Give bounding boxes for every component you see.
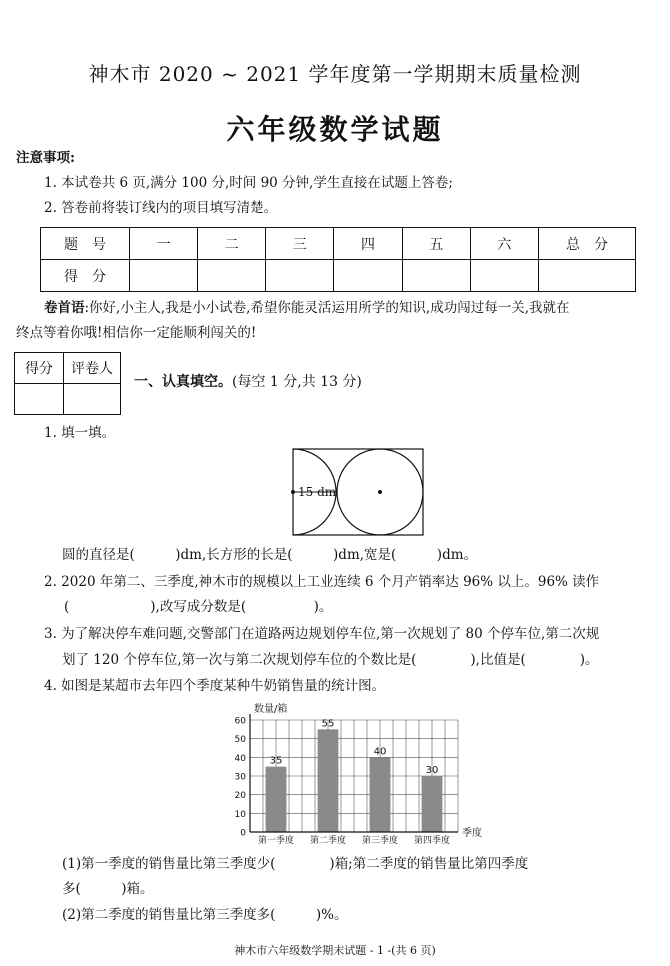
chart-data-label: 40	[373, 746, 387, 758]
score-table-header-cell: 三	[266, 228, 334, 260]
chart-bar-1	[266, 767, 287, 832]
q2-line-1: 2. 2020 年第二、三季度,神木市的规模以上工业连续 6 个月产销率达 96% 以上。96% 读作	[44, 574, 600, 590]
score-input-cell[interactable]	[539, 260, 636, 292]
score-table-header-row	[41, 228, 636, 260]
page-footer: 神木市六年级数学期末试题 - 1 -(共 6 页)	[234, 944, 436, 957]
q4-sub1-line-2: 多( )箱。	[62, 881, 154, 897]
q1-answer-line: 圆的直径是( )dm,长方形的长是( )dm,宽是( )dm。	[62, 547, 478, 563]
score-table	[40, 227, 636, 292]
chart-bar-2	[318, 729, 339, 832]
score-table-header-cell: 题 号	[41, 228, 130, 260]
score-table-header-cell: 四	[334, 228, 402, 260]
grader-score-cell[interactable]	[15, 384, 64, 415]
chart-y-tick-label: 50	[234, 735, 246, 746]
score-input-cell[interactable]	[470, 260, 538, 292]
score-input-cell[interactable]	[266, 260, 334, 292]
chart-bar-3	[370, 757, 391, 832]
score-input-cell[interactable]	[402, 260, 470, 292]
chart-y-tick-label: 30	[234, 772, 246, 783]
q4-sub2: (2)第二季度的销售量比第三季度多( )%。	[62, 907, 348, 923]
q3-line-2: 划了 120 个停车位,第一次与第二次规划停车位的个数比是( ),比值是( )。	[62, 652, 599, 668]
q1-prompt: 1. 填一填。	[44, 425, 116, 441]
score-table-header-cell: 总 分	[539, 228, 636, 260]
preface-line-2: 终点等着你哦!相信你一定能顺利闯关的!	[16, 325, 257, 341]
notes-heading: 注意事项:	[16, 150, 75, 166]
chart-y-tick-label: 0	[240, 828, 246, 839]
preface-text-1: :你好,小主人,我是小小试卷,希望你能灵活运用所学的知识,成功闯过每一关,我就在	[84, 300, 570, 316]
score-table-header-cell: 六	[470, 228, 538, 260]
note-item-2: 2. 答卷前将装订线内的项目填写清楚。	[44, 200, 278, 216]
score-table-header-cell: 五	[402, 228, 470, 260]
preface-line-1	[44, 298, 570, 318]
chart-y-label: 数量/箱	[254, 704, 288, 715]
chart-data-label: 35	[269, 755, 283, 767]
chart-data-label: 55	[321, 718, 335, 730]
section-1-note: (每空 1 分,共 13 分)	[232, 374, 362, 390]
score-table-header-cell: 二	[198, 228, 266, 260]
chart-data-label: 30	[425, 765, 439, 776]
note-item-1: 1. 本试卷共 6 页,满分 100 分,时间 90 分钟,学生直接在试题上答卷;	[44, 175, 453, 191]
radius-label: 15 dm	[298, 485, 337, 499]
chart-y-tick-label: 10	[234, 809, 246, 820]
q4-prompt: 4. 如图是某超市去年四个季度某种牛奶销售量的统计图。	[44, 678, 386, 694]
score-table-score-row	[41, 260, 636, 292]
score-input-cell[interactable]	[334, 260, 402, 292]
score-input-cell[interactable]	[130, 260, 198, 292]
exam-title: 神木市 2020 ~ 2021 学年度第一学期期末质量检测	[88, 62, 582, 86]
chart-category-label: 第三季度	[361, 836, 399, 846]
exam-subtitle: 六年级数学试题	[226, 113, 444, 146]
score-row-label: 得 分	[41, 260, 130, 292]
grader-name-cell[interactable]	[64, 384, 121, 415]
chart-y-tick-label: 60	[234, 716, 246, 727]
grader-name-label: 评卷人	[64, 353, 121, 384]
preface-label: 卷首语	[44, 300, 85, 316]
milk-sales-bar-chart	[226, 700, 494, 850]
circle-center-dot	[378, 490, 382, 494]
chart-bar-4	[422, 776, 443, 832]
grader-score-label: 得分	[15, 353, 64, 384]
q2-line-2: ( ),改写成分数是( )。	[64, 599, 333, 615]
score-input-cell[interactable]	[198, 260, 266, 292]
section-1-heading	[134, 372, 362, 392]
q3-line-1: 3. 为了解决停车难问题,交警部门在道路两边规划停车位,第一次规划了 80 个停车位,第二次规	[44, 626, 600, 642]
chart-x-label: 季度	[462, 828, 482, 839]
chart-y-tick-label: 40	[234, 753, 246, 764]
chart-category-label: 第二季度	[309, 836, 347, 846]
q1-circle-rectangle-figure	[288, 446, 428, 538]
chart-y-tick-label: 20	[234, 791, 246, 802]
chart-category-label: 第一季度	[257, 836, 295, 846]
q4-sub1-line-1: (1)第一季度的销售量比第三季度少( )箱;第二季度的销售量比第四季度	[62, 856, 529, 872]
grader-box	[14, 352, 121, 415]
section-1-title: 一、认真填空。	[134, 374, 232, 390]
score-table-header-cell: 一	[130, 228, 198, 260]
chart-category-label: 第四季度	[413, 836, 451, 846]
